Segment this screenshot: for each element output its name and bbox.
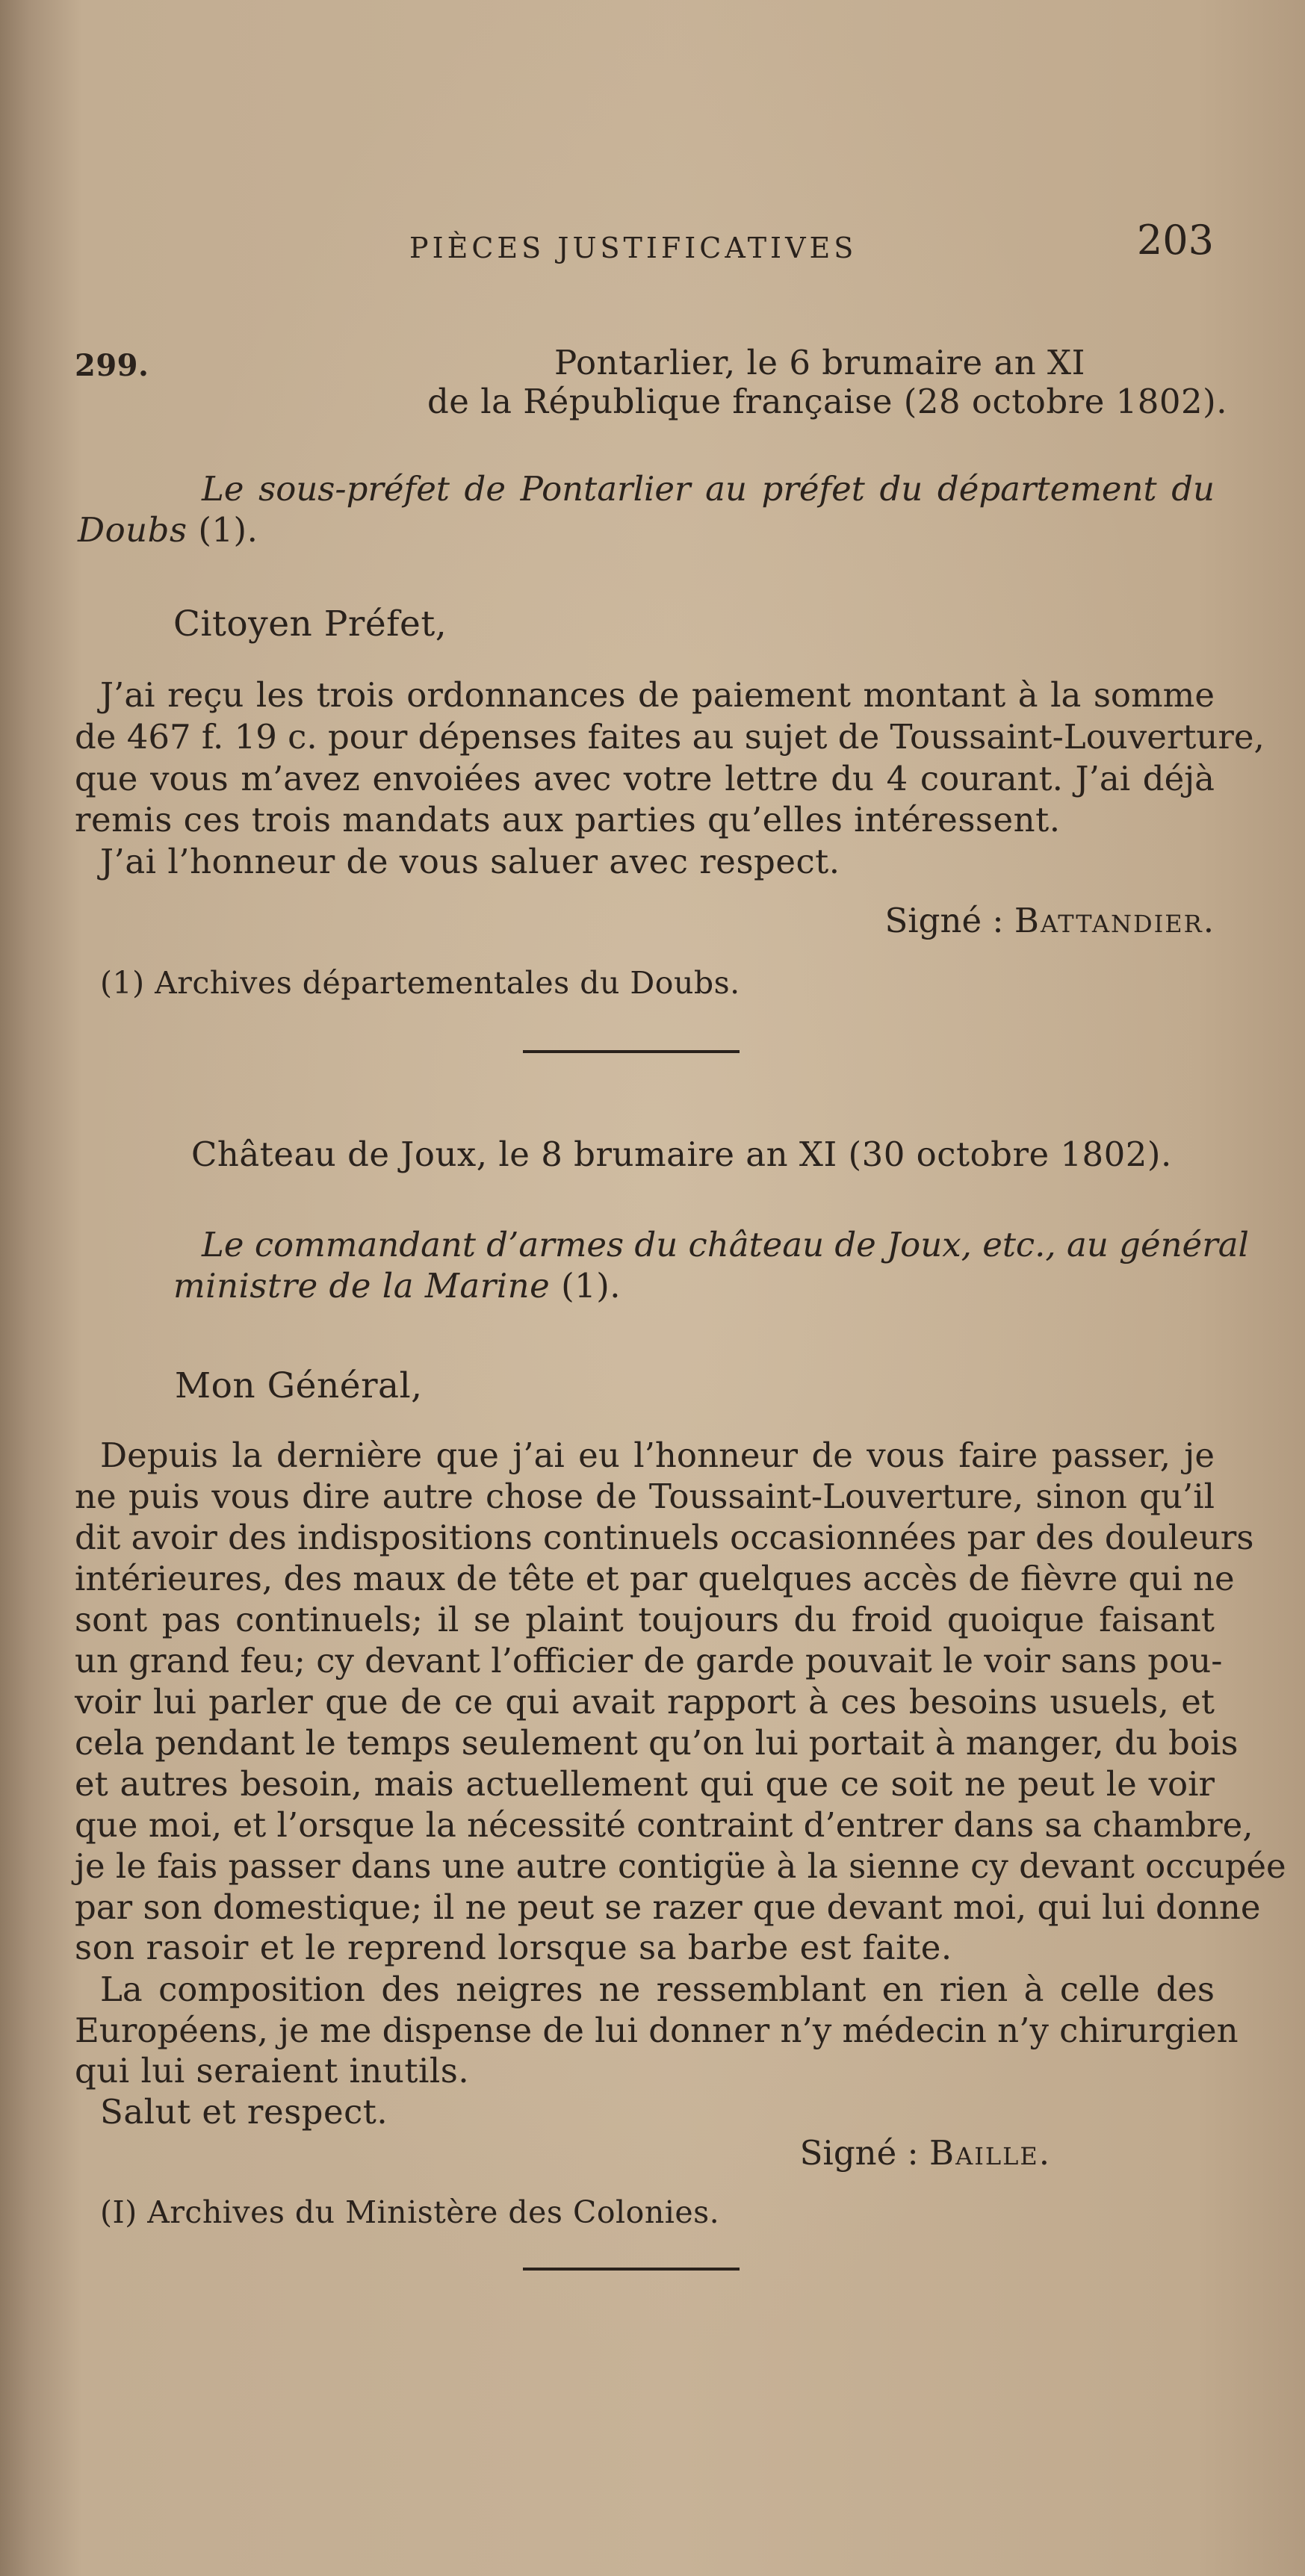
- section-divider: [523, 1050, 740, 1053]
- letter2-body-line: Salut et respect.: [100, 2092, 388, 2132]
- letter1-body-line: J’ai reçu les trois ordonnances de paiement montant à la somme: [100, 675, 1215, 715]
- letter1-body-line: remis ces trois mandats aux parties qu’elles intéressent.: [75, 800, 1061, 839]
- letter2-date-line: Château de Joux, le 8 brumaire an XI (30 octobre 1802).: [191, 1135, 1172, 1174]
- letter2-body-line: son rasoir et le reprend lorsque sa barbe est faite.: [75, 1928, 952, 1967]
- letter2-body-line: cela pendant le temps seulement qu’on lui portait à manger, du bois: [75, 1723, 1239, 1763]
- section-divider: [523, 2268, 740, 2271]
- letter2-body-line: et autres besoin, mais actuellement qui que ce soit ne peut le voir: [75, 1764, 1215, 1804]
- letter1-body-line: de 467 f. 19 c. pour dépenses faites au sujet de Toussaint-Louverture,: [75, 717, 1265, 757]
- letter2-body-line: Depuis la dernière que j’ai eu l’honneur de vous faire passer, je: [100, 1436, 1215, 1475]
- letter1-signature: Signé : Battandier.: [884, 901, 1215, 940]
- letter2-heading-line2: ministre de la Marine (1).: [173, 1266, 621, 1306]
- letter1-date-line1: Pontarlier, le 6 brumaire an XI: [554, 343, 1085, 382]
- letter2-body-line: Européens, je me dispense de lui donner n’y médecin n’y chirurgien: [75, 2011, 1239, 2050]
- letter2-body-line: un grand feu; cy devant l’officier de garde pouvait le voir sans pou-: [75, 1641, 1223, 1680]
- letter1-body-line: que vous m’avez envoiées avec votre lettre du 4 courant. J’ai déjà: [75, 759, 1215, 798]
- letter2-body-line: qui lui seraient inutils.: [75, 2051, 470, 2091]
- letter2-footnote: (I) Archives du Ministère des Colonies.: [100, 2194, 720, 2230]
- letter2-heading-line1: Le commandant d’armes du château de Joux, etc., au général: [202, 1225, 1249, 1264]
- page-number: 203: [1136, 217, 1214, 264]
- letter2-body-line: intérieures, des maux de tête et par quelques accès de fièvre qui ne: [75, 1559, 1235, 1598]
- letter2-body-line: que moi, et l’orsque la nécessité contraint d’entrer dans sa chambre,: [75, 1805, 1253, 1845]
- letter2-body-line: par son domestique; il ne peut se razer que devant moi, qui lui donne: [75, 1887, 1261, 1927]
- letter2-body-line: je le fais passer dans une autre contigüe à la sienne cy devant occupée: [75, 1846, 1286, 1886]
- letter1-footnote: (1) Archives départementales du Doubs.: [100, 965, 740, 1001]
- running-header-title: PIÈCES JUSTIFICATIVES: [409, 232, 858, 264]
- letter2-body-line: ne puis vous dire autre chose de Toussaint-Louverture, sinon qu’il: [75, 1477, 1215, 1516]
- letter2-body-line: voir lui parler que de ce qui avait rapport à ces besoins usuels, et: [75, 1682, 1215, 1722]
- letter1-salutation: Citoyen Préfet,: [173, 603, 447, 645]
- letter1-body-line: J’ai l’honneur de vous saluer avec respect.: [100, 842, 840, 881]
- letter2-body-line: La composition des neigres ne ressemblant en rien à celle des: [100, 1970, 1215, 2009]
- letter1-date-line2: de la République française (28 octobre 1802).: [427, 382, 1228, 421]
- letter2-signature: Signé : Baille.: [799, 2133, 1051, 2173]
- letter2-body-line: dit avoir des indispositions continuels occasionnées par des douleurs: [75, 1518, 1254, 1557]
- letter1-heading-line2: Doubs (1).: [78, 510, 258, 550]
- letter2-salutation: Mon Général,: [175, 1365, 423, 1406]
- letter1-heading-line1: Le sous-préfet de Pontarlier au préfet du département du: [202, 469, 1215, 509]
- letter2-body-line: sont pas continuels; il se plaint toujours du froid quoique faisant: [75, 1600, 1215, 1639]
- document-number: 299.: [75, 348, 149, 383]
